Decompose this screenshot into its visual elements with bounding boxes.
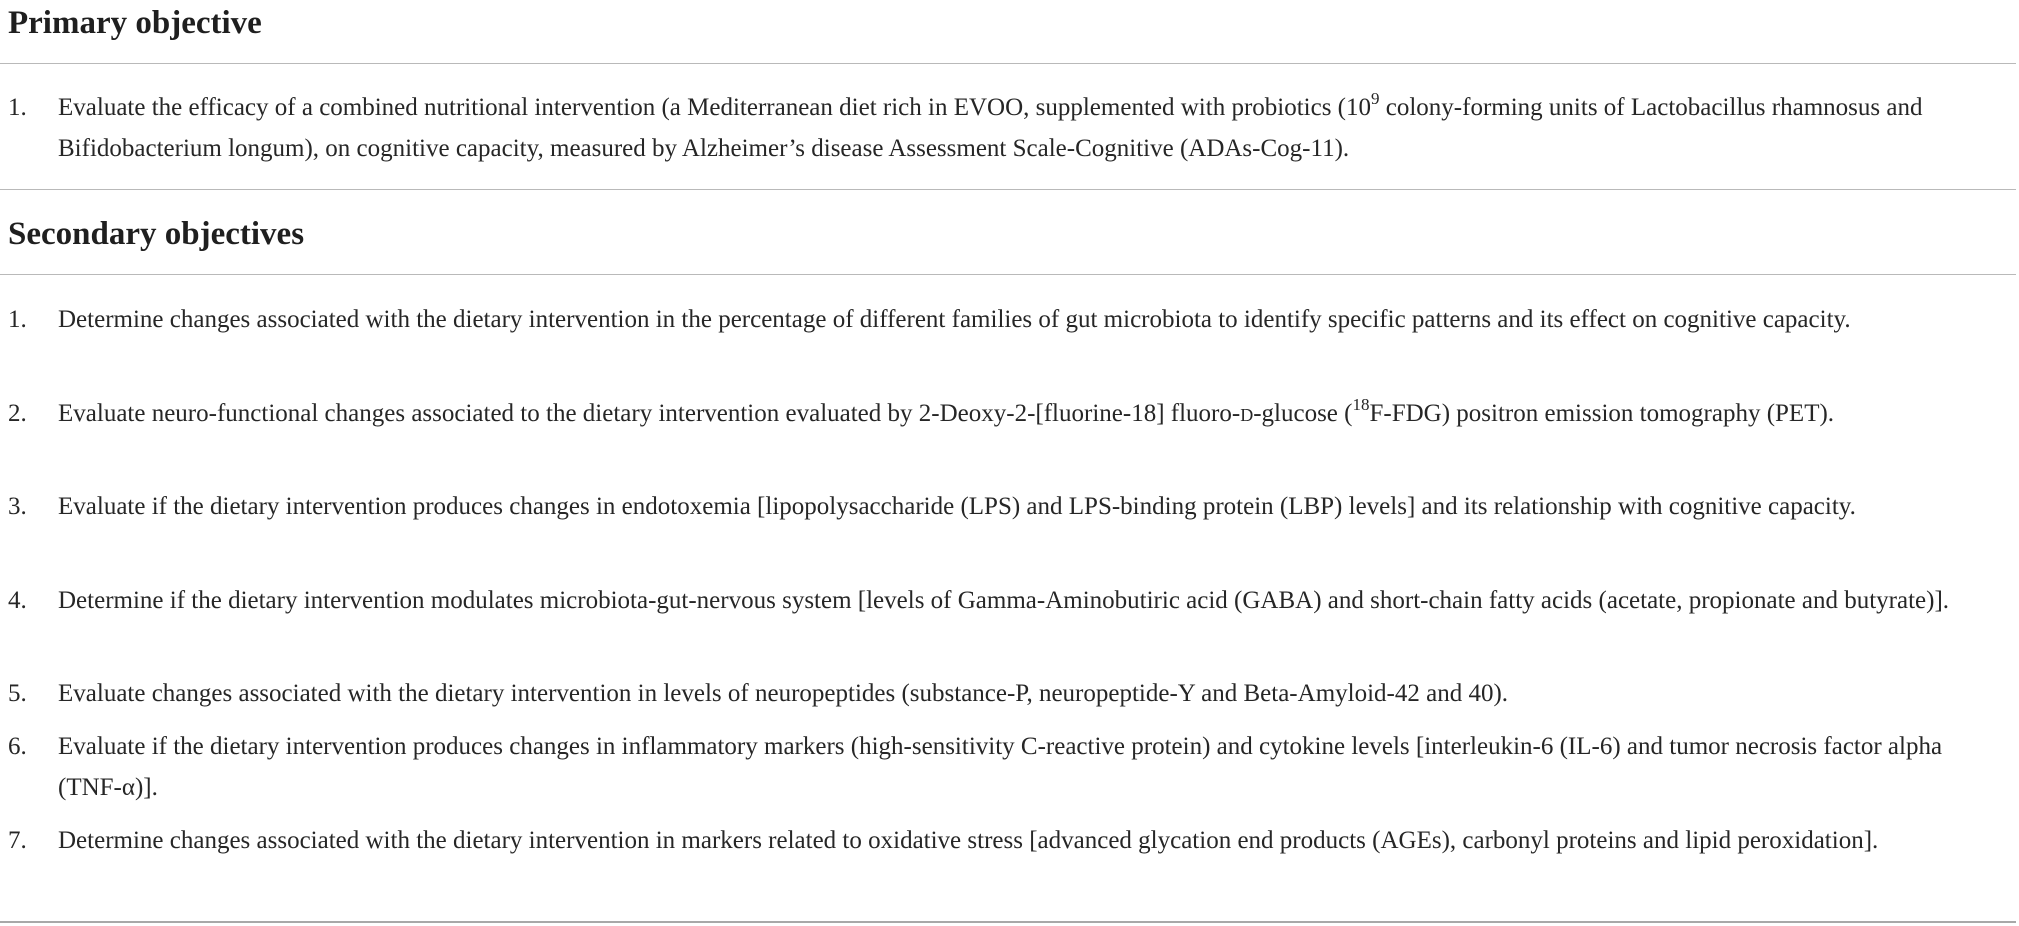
divider — [0, 274, 2016, 275]
item-number: 4. — [8, 587, 27, 614]
item-number: 1. — [8, 306, 27, 333]
divider — [0, 189, 2016, 190]
table-bottom-rule — [0, 921, 2016, 923]
item-number: 2. — [8, 400, 27, 427]
item-number: 1. — [8, 94, 27, 121]
item-text: Evaluate if the dietary intervention produces changes in inflammatory markers (high-sensitivity C-reactive protein) and cytokine levels [interleukin-6 (IL-6) and tumor necrosis factor alpha (TNF-α)]. — [58, 733, 1943, 801]
divider — [0, 63, 2016, 64]
item-number: 6. — [8, 733, 27, 760]
primary-objective-heading: Primary objective — [8, 5, 262, 41]
item-text: Evaluate if the dietary intervention produces changes in endotoxemia [lipopolysaccharide (LPS) and LPS-binding protein (LBP) levels] and its relationship with cognitive capacity. — [58, 493, 1856, 520]
item-text: Evaluate changes associated with the dietary intervention in levels of neuropeptides (substance-P, neuropeptide-Y and Beta-Amyloid-42 and 40). — [58, 680, 1509, 707]
item-text: Evaluate neuro-functional changes associated to the dietary intervention evaluated by 2-Deoxy-2-[fluorine-18] fluoro-d-glucose ($^{18}$F-FDG) positron emission tomography (PET). — [58, 394, 1835, 427]
item-number: 5. — [8, 680, 27, 707]
item-number: 3. — [8, 493, 27, 520]
secondary-objectives-heading: Secondary objectives — [8, 216, 305, 252]
item-text: Evaluate the efficacy of a combined nutritional intervention (a Mediterranean diet rich in EVOO, supplemented with probiotics ($10^9$ colony-forming units of Lactobacillus rhamnosus and Bifidobacterium longum), on cognitive capacity, measured by Alzheimer’s disease Assessment Scale-Cognitive (ADAs-Cog-11). — [58, 88, 1923, 162]
item-number: 7. — [8, 827, 27, 854]
item-text: Determine changes associated with the dietary intervention in the percentage of different families of gut microbiota to identify specific patterns and its effect on cognitive capacity. — [58, 306, 1851, 333]
item-text: Determine changes associated with the dietary intervention in markers related to oxidative stress [advanced glycation end products (AGEs), carbonyl proteins and lipid peroxidation]. — [58, 827, 1879, 854]
item-text: Determine if the dietary intervention modulates microbiota-gut-nervous system [levels of Gamma-Aminobutiric acid (GABA) and short-chain fatty acids (acetate, propionate and butyrate)]. — [58, 587, 1950, 614]
